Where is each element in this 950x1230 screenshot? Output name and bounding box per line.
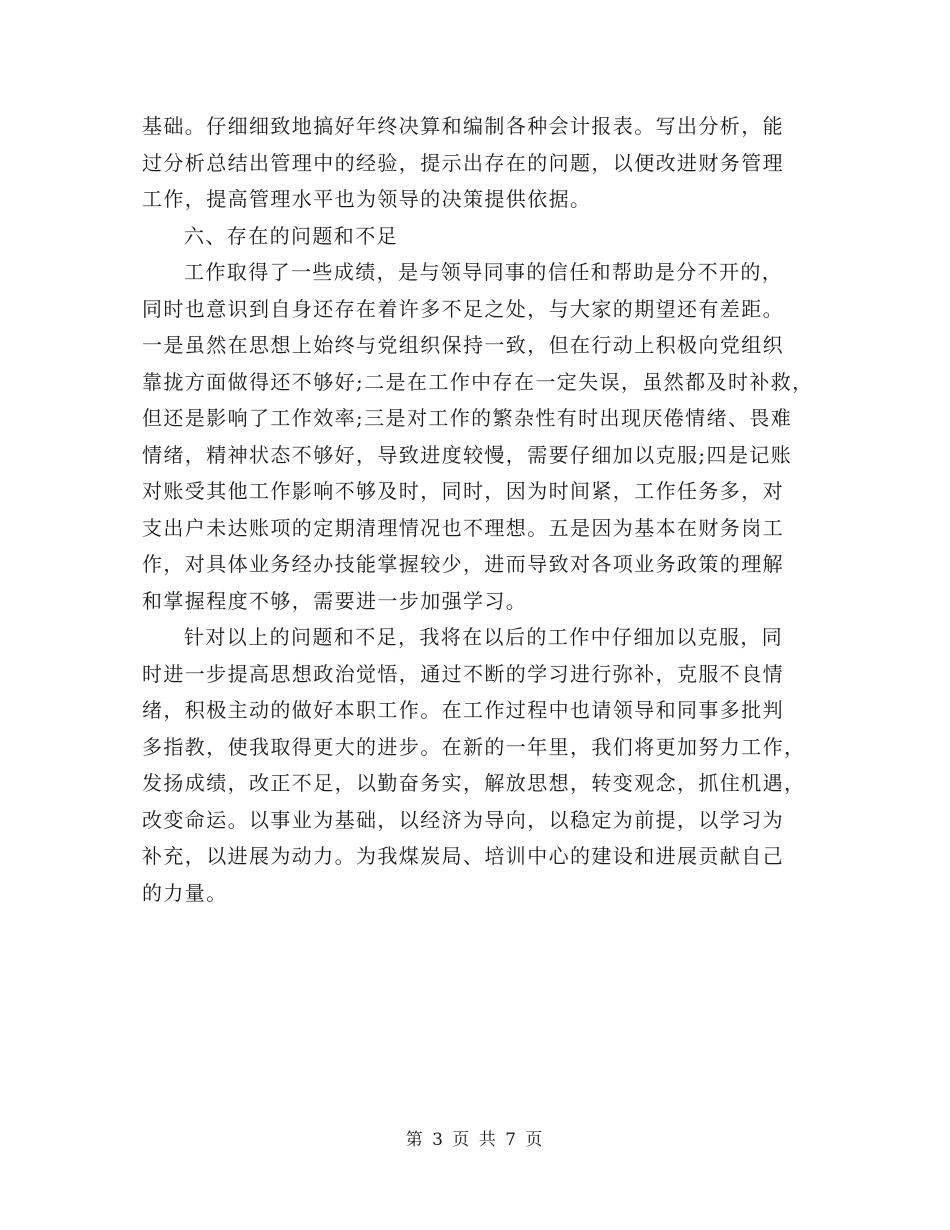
footer-total-pages: 7 bbox=[505, 1130, 518, 1150]
text-line: 改变命运。以事业为基础，以经济为导向，以稳定为前提，以学习为 bbox=[142, 807, 784, 832]
document-body bbox=[142, 108, 832, 911]
text-line: 发扬成绩，改正不足，以勤奋务实，解放思想，转变观念，抓住机遇， bbox=[142, 771, 806, 795]
text-line: 绪，积极主动的做好本职工作。在工作过程中也请领导和同事多批判 bbox=[142, 698, 784, 722]
text-line: 但还是影响了工作效率;三是对工作的繁杂性有时出现厌倦情绪、畏难 bbox=[142, 406, 793, 430]
text-line: 工作取得了一些成绩，是与领导同事的信任和帮助是分不开的， bbox=[184, 260, 784, 284]
text-line: 时进一步提高思想政治觉悟，通过不断的学习进行弥补，克服不良情 bbox=[142, 661, 784, 686]
text-line: 和掌握程度不够，需要进一步加强学习。 bbox=[142, 588, 528, 613]
text-line: 同时也意识到自身还存在着许多不足之处，与大家的期望还有差距。 bbox=[142, 296, 784, 321]
text-line: 作，对具体业务经办技能掌握较少，进而导致对各项业务政策的理解 bbox=[142, 552, 784, 576]
text-line: 对账受其他工作影响不够及时，同时，因为时间紧，工作任务多，对 bbox=[142, 479, 784, 503]
text-line: 六、存在的问题和不足 bbox=[184, 223, 398, 248]
text-line: 靠拢方面做得还不够好;二是在工作中存在一定失误，虽然都及时补救， bbox=[142, 369, 814, 394]
text-line: 补充，以进展为动力。为我煤炭局、培训中心的建设和进展贡献自己 bbox=[142, 844, 784, 868]
footer-middle: 页 共 bbox=[452, 1130, 498, 1150]
footer-suffix: 页 bbox=[525, 1130, 545, 1150]
footer-current-page: 3 bbox=[432, 1130, 445, 1150]
text-line: 支出户未达账项的定期清理情况也不理想。五是因为基本在财务岗工 bbox=[142, 515, 784, 540]
page-footer bbox=[0, 1125, 950, 1150]
text-line: 过分析总结出管理中的经验，提示出存在的问题，以便改进财务管理 bbox=[142, 150, 784, 175]
text-line: 针对以上的问题和不足，我将在以后的工作中仔细加以克服，同 bbox=[184, 625, 784, 649]
text-line: 基础。仔细细致地搞好年终决算和编制各种会计报表。写出分析，能 bbox=[142, 114, 784, 138]
text-line: 情绪，精神状态不够好，导致进度较慢，需要仔细加以克服;四是记账 bbox=[142, 442, 793, 467]
footer-prefix: 第 bbox=[405, 1130, 425, 1150]
text-line: 一是虽然在思想上始终与党组织保持一致，但在行动上积极向党组织 bbox=[142, 333, 784, 357]
text-line: 的力量。 bbox=[142, 880, 228, 905]
text-line: 多指教，使我取得更大的进步。在新的一年里，我们将更加努力工作， bbox=[142, 734, 806, 759]
text-line: 工作，提高管理水平也为领导的决策提供依据。 bbox=[142, 187, 592, 211]
